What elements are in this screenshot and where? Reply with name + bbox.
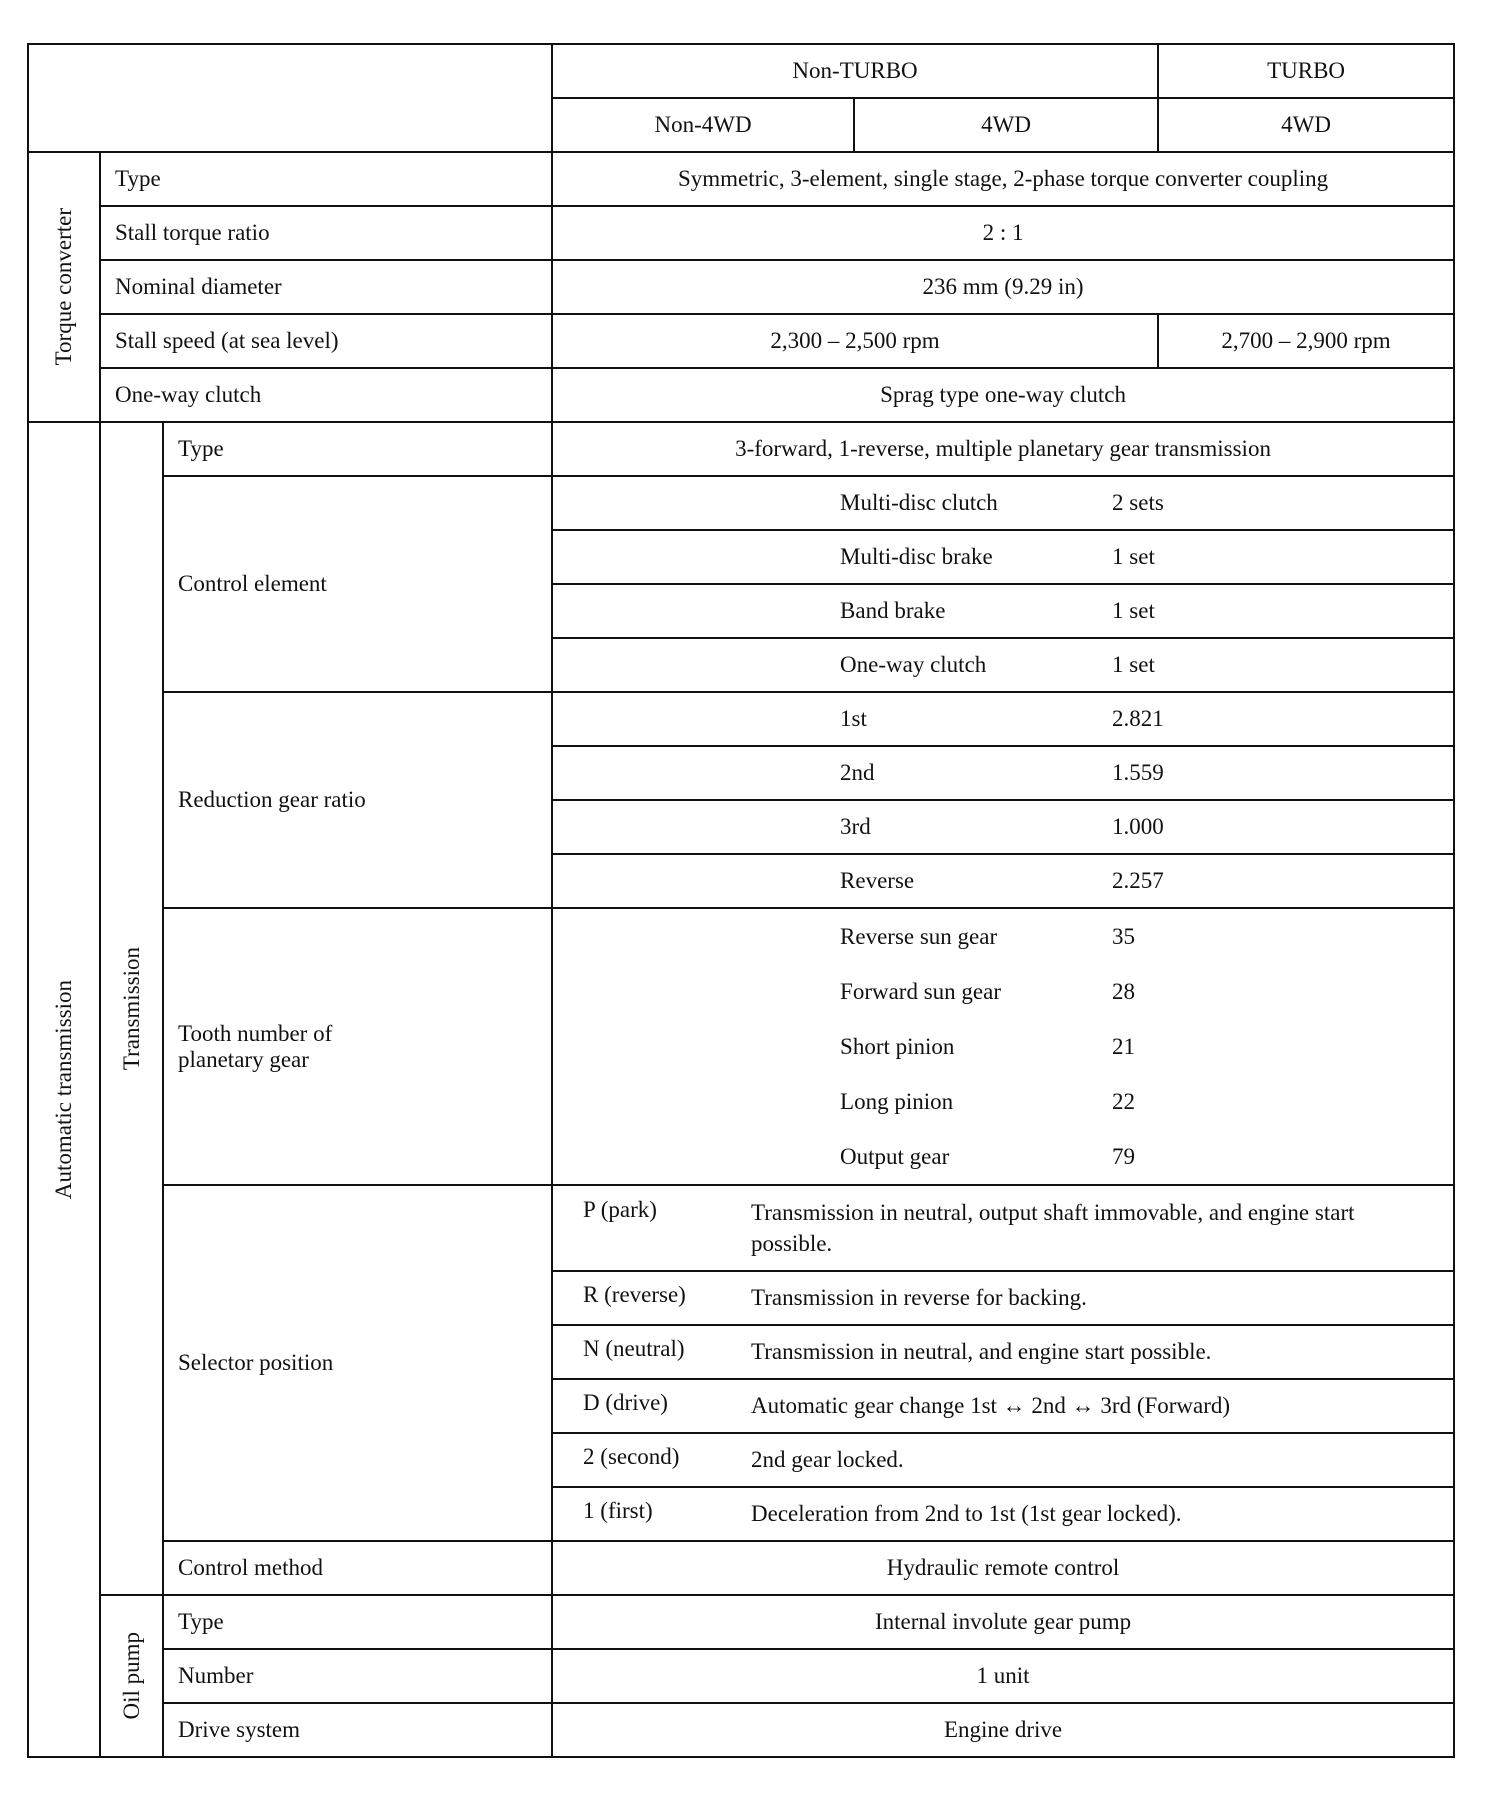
item-name: Output gear bbox=[840, 1143, 950, 1169]
row-value: 3-forward, 1-reverse, multiple planetary gear transmission bbox=[552, 422, 1454, 476]
selector-description: 2nd gear locked. bbox=[751, 1447, 904, 1473]
row-value bbox=[552, 1271, 1454, 1325]
row-value bbox=[552, 746, 1454, 800]
selector-description: Transmission in neutral, and engine start possible. bbox=[751, 1339, 1212, 1365]
table-row bbox=[28, 368, 1454, 422]
item-name: Band brake bbox=[840, 598, 946, 623]
group-oil-pump bbox=[100, 1595, 163, 1757]
table-row bbox=[28, 908, 1454, 1185]
table-row bbox=[28, 1649, 1454, 1703]
row-label: One-way clutch bbox=[100, 368, 552, 422]
row-value: 236 mm (9.29 in) bbox=[552, 260, 1454, 314]
row-value bbox=[552, 692, 1454, 746]
table-row bbox=[28, 422, 1454, 476]
row-value bbox=[552, 638, 1454, 692]
row-value bbox=[552, 1487, 1454, 1541]
item-value: 2 sets bbox=[1112, 490, 1164, 515]
row-value: Symmetric, 3-element, single stage, 2-phase torque converter coupling bbox=[552, 152, 1454, 206]
row-label: Drive system bbox=[163, 1703, 552, 1757]
item-value: 2.821 bbox=[1112, 706, 1164, 731]
row-value: Internal involute gear pump bbox=[552, 1595, 1454, 1649]
row-value-turbo: 2,700 – 2,900 rpm bbox=[1158, 314, 1454, 368]
row-value: Hydraulic remote control bbox=[552, 1541, 1454, 1595]
row-value: 1 unit bbox=[552, 1649, 1454, 1703]
item-value: 79 bbox=[1112, 1143, 1136, 1169]
row-value: Engine drive bbox=[552, 1703, 1454, 1757]
row-value: 2,300 – 2,500 rpm bbox=[552, 314, 1158, 368]
selector-position: D (drive) bbox=[583, 1390, 668, 1416]
row-label: Type bbox=[163, 422, 552, 476]
item-name: Long pinion bbox=[840, 1088, 954, 1114]
selector-description: Transmission in neutral, output shaft immovable, and engine start possible. bbox=[751, 1199, 1355, 1256]
row-label: Type bbox=[100, 152, 552, 206]
group-transmission bbox=[100, 422, 163, 1595]
item-value: 1 set bbox=[1112, 544, 1155, 569]
row-value bbox=[552, 908, 1454, 1185]
table-row bbox=[28, 260, 1454, 314]
row-label: Type bbox=[163, 1595, 552, 1649]
row-label: Nominal diameter bbox=[100, 260, 552, 314]
item-name: Reverse sun gear bbox=[840, 923, 998, 949]
table-row bbox=[28, 1703, 1454, 1757]
selector-description: Transmission in reverse for backing. bbox=[751, 1285, 1087, 1311]
row-value bbox=[552, 1379, 1454, 1433]
row-value bbox=[552, 1185, 1454, 1271]
selector-position: 1 (first) bbox=[583, 1498, 653, 1524]
selector-position: N (neutral) bbox=[583, 1336, 685, 1362]
header-turbo-4wd: 4WD bbox=[1158, 98, 1454, 152]
row-value bbox=[552, 530, 1454, 584]
item-value: 1 set bbox=[1112, 652, 1155, 677]
group-torque-converter bbox=[28, 152, 100, 422]
table-row bbox=[28, 314, 1454, 368]
row-value bbox=[552, 800, 1454, 854]
selector-description: Deceleration from 2nd to 1st (1st gear locked). bbox=[751, 1501, 1182, 1527]
row-value bbox=[552, 1325, 1454, 1379]
table-row bbox=[28, 1185, 1454, 1271]
tooth-number-label: Tooth number of planetary gear bbox=[178, 1020, 333, 1072]
table-row bbox=[28, 152, 1454, 206]
header-blank bbox=[28, 44, 552, 152]
selector-position: R (reverse) bbox=[583, 1282, 686, 1308]
header-turbo: TURBO bbox=[1158, 44, 1454, 98]
table-row bbox=[28, 476, 1454, 530]
row-value: 2 : 1 bbox=[552, 206, 1454, 260]
selector-description: Automatic gear change 1st ↔ 2nd ↔ 3rd (Forward) bbox=[751, 1393, 1231, 1419]
table-row bbox=[28, 1595, 1454, 1649]
row-label: Stall speed (at sea level) bbox=[100, 314, 552, 368]
group-automatic-transmission bbox=[28, 422, 100, 1757]
row-label: Reduction gear ratio bbox=[163, 692, 552, 908]
group-label: Torque converter bbox=[51, 208, 76, 366]
item-value: 1 set bbox=[1112, 598, 1155, 623]
selector-position: 2 (second) bbox=[583, 1444, 680, 1470]
group-label: Automatic transmission bbox=[51, 979, 76, 1200]
specification-table bbox=[27, 43, 1455, 1758]
item-value: 28 bbox=[1112, 978, 1136, 1004]
item-value: 22 bbox=[1112, 1088, 1136, 1114]
item-name: 3rd bbox=[840, 814, 871, 839]
row-label: Control method bbox=[163, 1541, 552, 1595]
row-label: Number bbox=[163, 1649, 552, 1703]
table-row bbox=[28, 1541, 1454, 1595]
item-name: Short pinion bbox=[840, 1033, 955, 1059]
item-value: 1.559 bbox=[1112, 760, 1164, 785]
header-row-1 bbox=[28, 44, 1454, 98]
table-row bbox=[28, 206, 1454, 260]
row-value bbox=[552, 854, 1454, 908]
group-label: Oil pump bbox=[118, 1632, 144, 1720]
header-non-4wd: Non-4WD bbox=[552, 98, 854, 152]
item-value: 2.257 bbox=[1112, 868, 1164, 893]
item-name: 1st bbox=[840, 706, 867, 731]
row-value bbox=[552, 476, 1454, 530]
table-row bbox=[28, 692, 1454, 746]
row-label: Control element bbox=[163, 476, 552, 692]
header-non-turbo: Non-TURBO bbox=[552, 44, 1158, 98]
item-value: 1.000 bbox=[1112, 814, 1164, 839]
row-value bbox=[552, 584, 1454, 638]
selector-position: P (park) bbox=[583, 1196, 657, 1222]
group-label: Transmission bbox=[118, 946, 144, 1071]
row-label: Selector position bbox=[163, 1185, 552, 1541]
row-value: Sprag type one-way clutch bbox=[552, 368, 1454, 422]
item-value: 21 bbox=[1112, 1033, 1136, 1059]
item-name: 2nd bbox=[840, 760, 875, 785]
item-name: One-way clutch bbox=[840, 652, 987, 677]
item-name: Forward sun gear bbox=[840, 978, 1001, 1004]
item-value: 35 bbox=[1112, 923, 1136, 949]
header-4wd: 4WD bbox=[854, 98, 1158, 152]
item-name: Multi-disc brake bbox=[840, 544, 993, 569]
row-label: Stall torque ratio bbox=[100, 206, 552, 260]
item-name: Multi-disc clutch bbox=[840, 490, 998, 515]
item-name: Reverse bbox=[840, 868, 915, 893]
row-value bbox=[552, 1433, 1454, 1487]
row-label bbox=[163, 908, 552, 1185]
